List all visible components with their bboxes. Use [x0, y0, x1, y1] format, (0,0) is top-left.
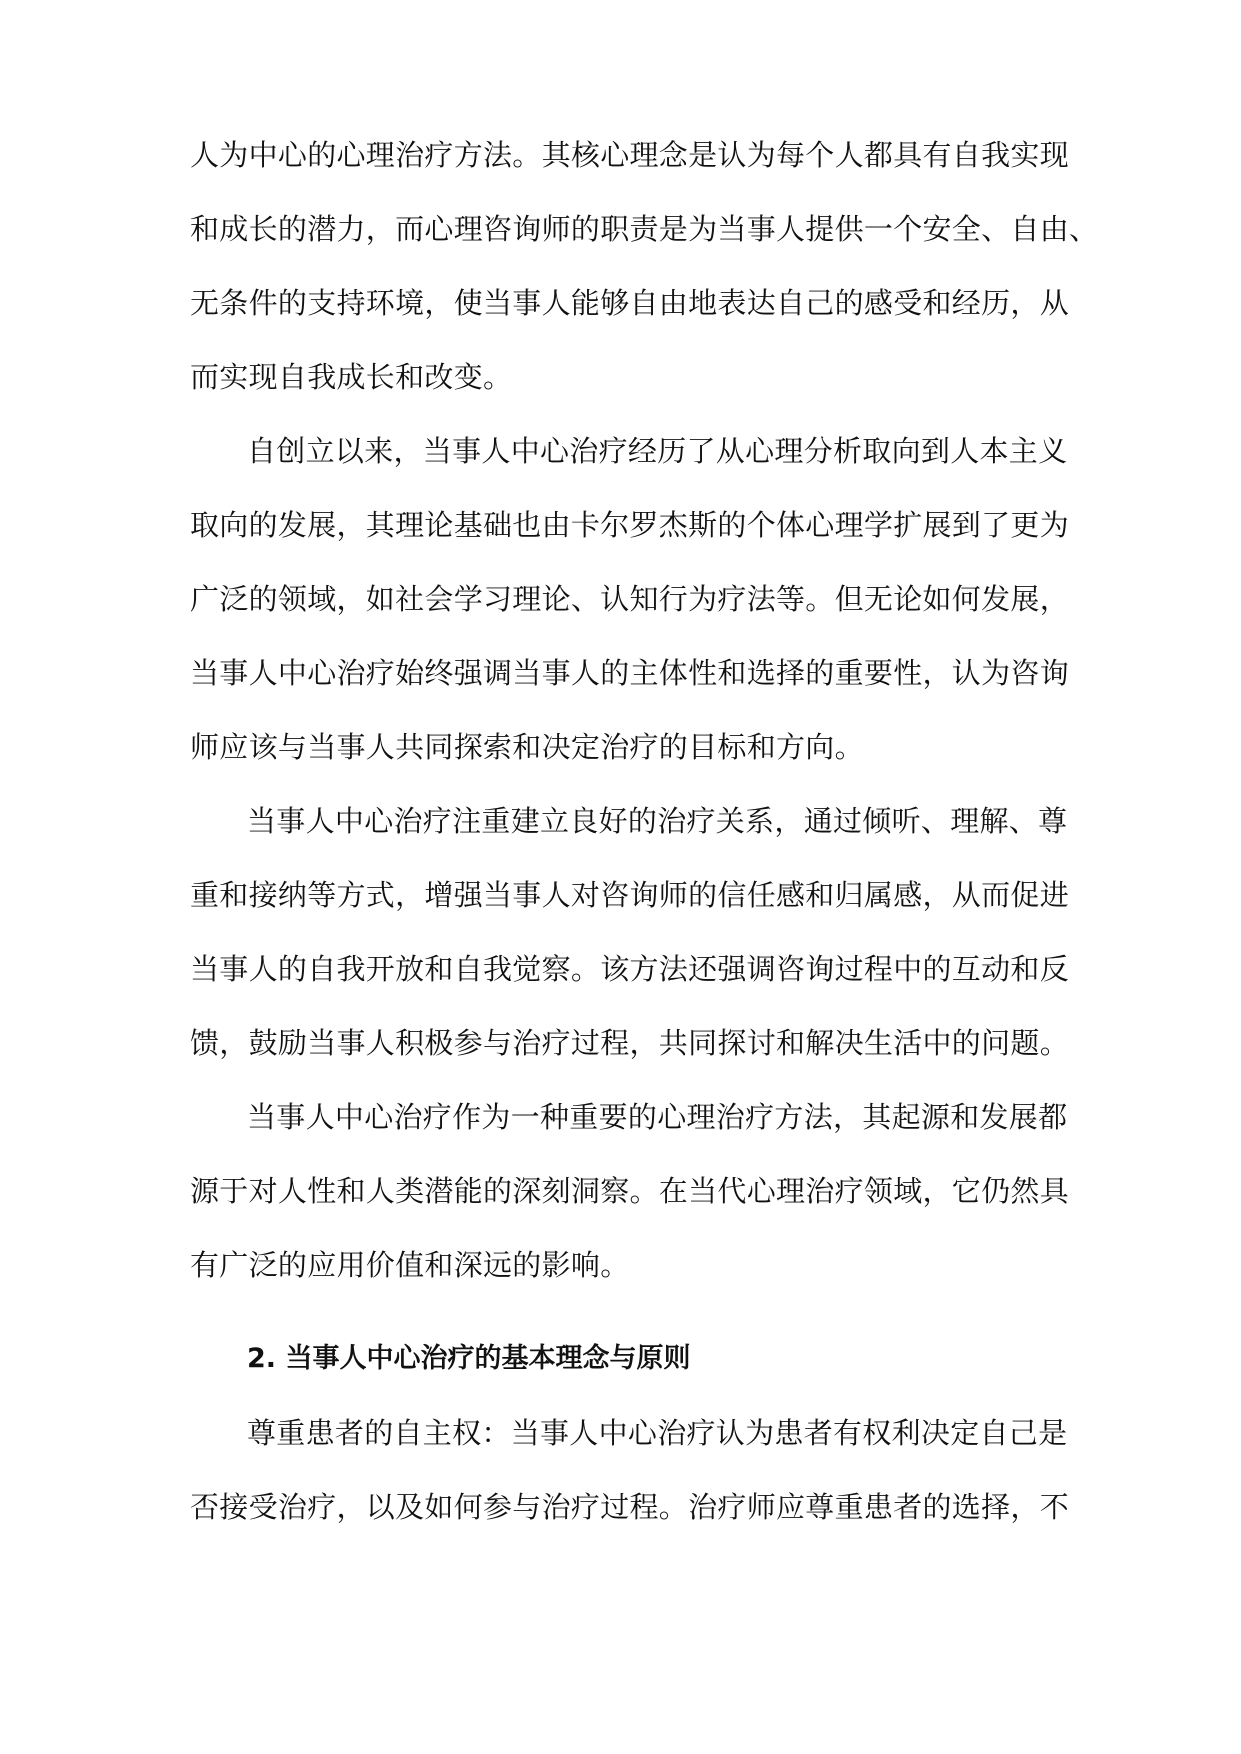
paragraph-1-line-3: 无条件的支持环境，使当事人能够自由地表达自己的感受和经历，从	[190, 286, 1070, 320]
paragraph-2-line-4: 当事人中心治疗始终强调当事人的主体性和选择的重要性，认为咨询	[190, 656, 1070, 690]
paragraph-1-line-4: 而实现自我成长和改变。	[190, 360, 513, 394]
paragraph-3-line-2: 重和接纳等方式，增强当事人对咨询师的信任感和归属感，从而促进	[190, 878, 1070, 912]
paragraph-1-line-1: 人为中心的心理治疗方法。其核心理念是认为每个人都具有自我实现	[190, 138, 1070, 172]
paragraph-3-line-4: 馈，鼓励当事人积极参与治疗过程，共同探讨和解决生活中的问题。	[190, 1026, 1070, 1060]
section-heading: 2. 当事人中心治疗的基本理念与原则	[247, 1343, 691, 1374]
paragraph-3-line-1: 当事人中心治疗注重建立良好的治疗关系，通过倾听、理解、尊	[247, 804, 1068, 838]
paragraph-4-line-2: 源于对人性和人类潜能的深刻洞察。在当代心理治疗领域，它仍然具	[190, 1174, 1070, 1208]
paragraph-2-line-5: 师应该与当事人共同探索和决定治疗的目标和方向。	[190, 730, 864, 764]
paragraph-4-line-1: 当事人中心治疗作为一种重要的心理治疗方法，其起源和发展都	[247, 1100, 1068, 1134]
paragraph-5-line-2: 否接受治疗，以及如何参与治疗过程。治疗师应尊重患者的选择，不	[190, 1490, 1070, 1524]
paragraph-1-line-2: 和成长的潜力，而心理咨询师的职责是为当事人提供一个安全、自由、	[190, 212, 1099, 246]
paragraph-2-line-1: 自创立以来，当事人中心治疗经历了从心理分析取向到人本主义	[247, 434, 1068, 468]
paragraph-5-line-1: 尊重患者的自主权：当事人中心治疗认为患者有权利决定自己是	[247, 1416, 1068, 1450]
paragraph-4-line-3: 有广泛的应用价值和深远的影响。	[190, 1248, 630, 1282]
paragraph-2-line-3: 广泛的领域，如社会学习理论、认知行为疗法等。但无论如何发展，	[190, 582, 1070, 616]
paragraph-2-line-2: 取向的发展，其理论基础也由卡尔罗杰斯的个体心理学扩展到了更为	[190, 508, 1070, 542]
paragraph-3-line-3: 当事人的自我开放和自我觉察。该方法还强调咨询过程中的互动和反	[190, 952, 1070, 986]
